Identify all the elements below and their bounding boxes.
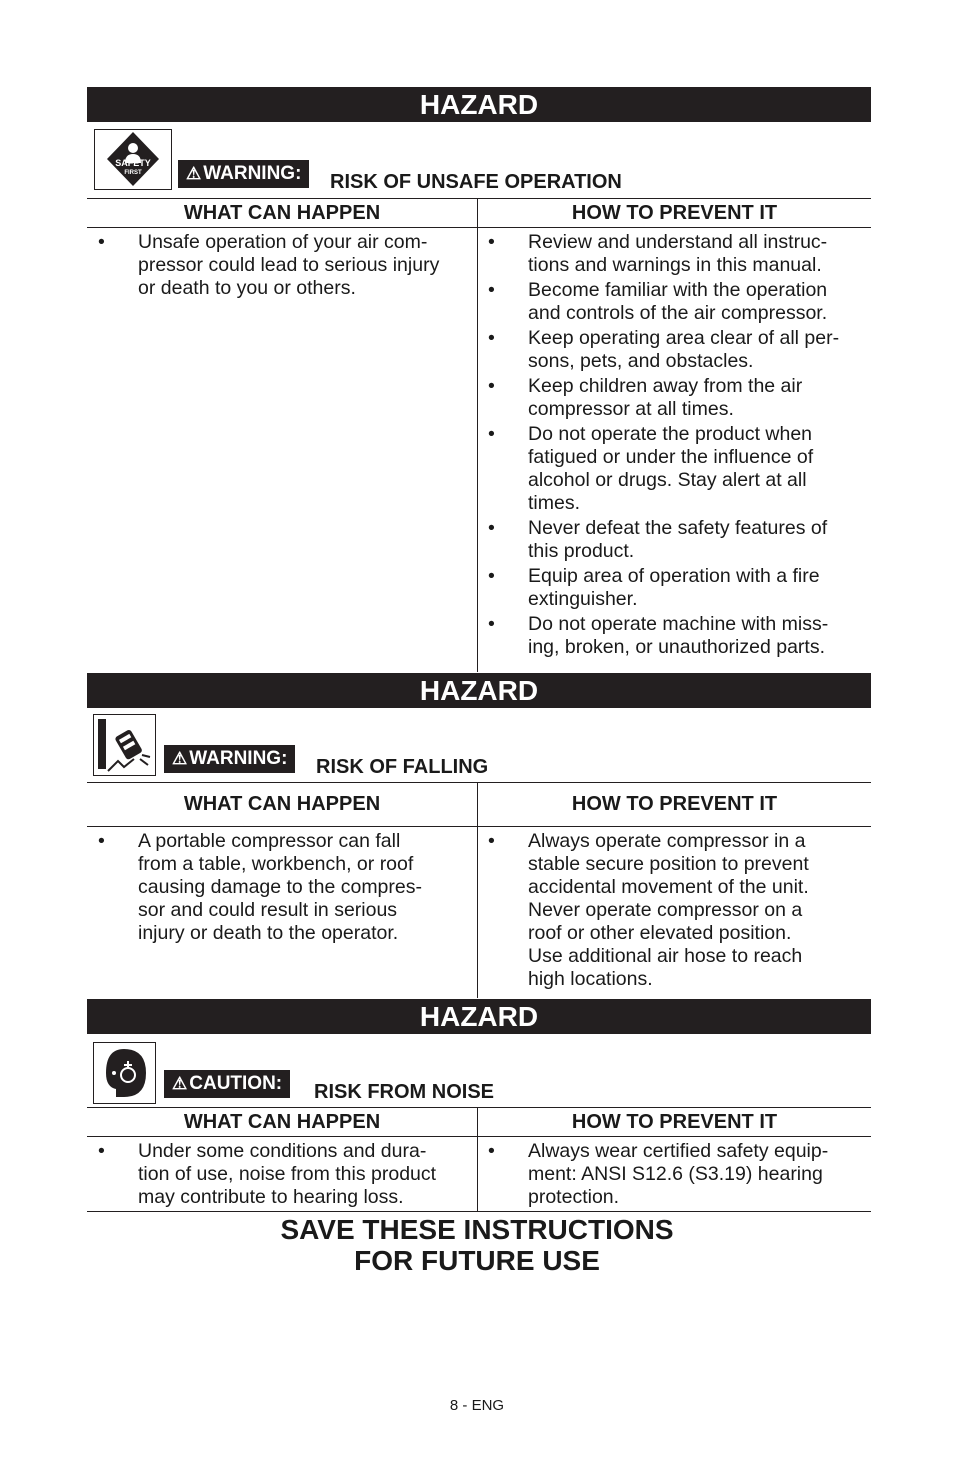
column-divider-3 xyxy=(477,1107,478,1211)
column-header-what-can-happen: WHAT CAN HAPPEN xyxy=(183,1111,381,1133)
falling-compressor-icon xyxy=(93,714,156,776)
list-item: • Always wear certified safety equip- ment: ANSI S12.6 (S3.19) hearing protection. xyxy=(488,1140,829,1208)
list-item: • Under some conditions and dura- tion of use, noise from this product may contribute to hearing loss. xyxy=(98,1140,437,1208)
warning-signal-word-2 xyxy=(164,745,295,773)
risk-title-3: RISK FROM NOISE xyxy=(314,1081,495,1103)
table-header-1 xyxy=(87,198,871,228)
list-item: • Keep operating area clear of all per- sons, pets, and obstacles. xyxy=(488,327,840,372)
safety-caption: SAFETY xyxy=(115,158,151,168)
column-divider-1 xyxy=(477,198,478,672)
warning-triangle-icon: ⚠ xyxy=(172,1074,188,1093)
hearing-protection-graphic xyxy=(94,1043,155,1103)
warning-triangle-icon: ⚠ xyxy=(186,164,202,183)
falling-compressor-graphic xyxy=(94,715,155,775)
how-to-prevent-list-2 xyxy=(488,830,868,991)
list-item: • Review and understand all instruc- tions and warnings in this manual. xyxy=(488,231,828,276)
hazard-header-2: HAZARD xyxy=(87,673,871,708)
column-header-how-to-prevent: HOW TO PREVENT IT xyxy=(571,1111,778,1133)
table-header-2 xyxy=(87,782,871,827)
column-divider-2 xyxy=(477,782,478,998)
how-to-prevent-list-1 xyxy=(488,231,868,659)
hearing-protection-icon xyxy=(93,1042,156,1104)
list-item: • Keep children away from the air compressor at all times. xyxy=(488,375,803,420)
hazard-header-3: HAZARD xyxy=(87,999,871,1034)
what-can-happen-list-1 xyxy=(98,231,468,300)
safety-first-icon xyxy=(94,129,172,190)
what-can-happen-list-2 xyxy=(98,830,468,945)
list-item: • Unsafe operation of your air com- pressor could lead to serious injury or death to you or others. xyxy=(98,231,440,299)
warning-signal-word-1 xyxy=(178,160,309,188)
list-item: • Equip area of operation with a fire extinguisher. xyxy=(488,565,820,610)
signal-word-text: WARNING: xyxy=(189,748,288,769)
table-header-3 xyxy=(87,1107,871,1137)
risk-title-2: RISK OF FALLING xyxy=(316,756,489,778)
list-item: • Always operate compressor in a stable secure position to prevent accidental movement of the unit. Never operate compressor on a roof or other elevated position. Use additional air hose to reach high locations. xyxy=(488,830,809,990)
what-can-happen-list-3 xyxy=(98,1140,468,1209)
list-item: • Never defeat the safety features of this product. xyxy=(488,517,828,562)
caution-signal-word-3 xyxy=(164,1070,290,1098)
first-caption: FIRST xyxy=(124,170,142,176)
signal-word-text: WARNING: xyxy=(203,163,302,184)
risk-title-1: RISK OF UNSAFE OPERATION xyxy=(330,171,622,193)
future-use-heading: FOR FUTURE USE xyxy=(354,1245,600,1276)
list-item: • A portable compressor can fall from a table, workbench, or roof causing damage to the compres- sor and could result in serious injury or death to the operator. xyxy=(98,830,422,944)
column-header-how-to-prevent: HOW TO PREVENT IT xyxy=(571,202,778,224)
column-header-what-can-happen: WHAT CAN HAPPEN xyxy=(183,202,381,224)
list-item: • Become familiar with the operation and controls of the air compressor. xyxy=(488,279,828,324)
page-number: 8 - ENG xyxy=(449,1397,505,1414)
list-item: • Do not operate the product when fatigued or under the influence of alcohol or drugs. Stay alert at all times. xyxy=(488,423,814,514)
how-to-prevent-list-3 xyxy=(488,1140,868,1209)
column-header-what-can-happen: WHAT CAN HAPPEN xyxy=(183,793,381,815)
signal-word-text: CAUTION: xyxy=(189,1073,283,1094)
save-instructions-heading: SAVE THESE INSTRUCTIONS xyxy=(280,1214,674,1245)
column-header-how-to-prevent: HOW TO PREVENT IT xyxy=(571,793,778,815)
hazard-header-1: HAZARD xyxy=(87,87,871,122)
list-item: • Do not operate machine with miss- ing, broken, or unauthorized parts. xyxy=(488,613,829,658)
bottom-rule xyxy=(87,1211,871,1212)
warning-triangle-icon: ⚠ xyxy=(172,749,188,768)
